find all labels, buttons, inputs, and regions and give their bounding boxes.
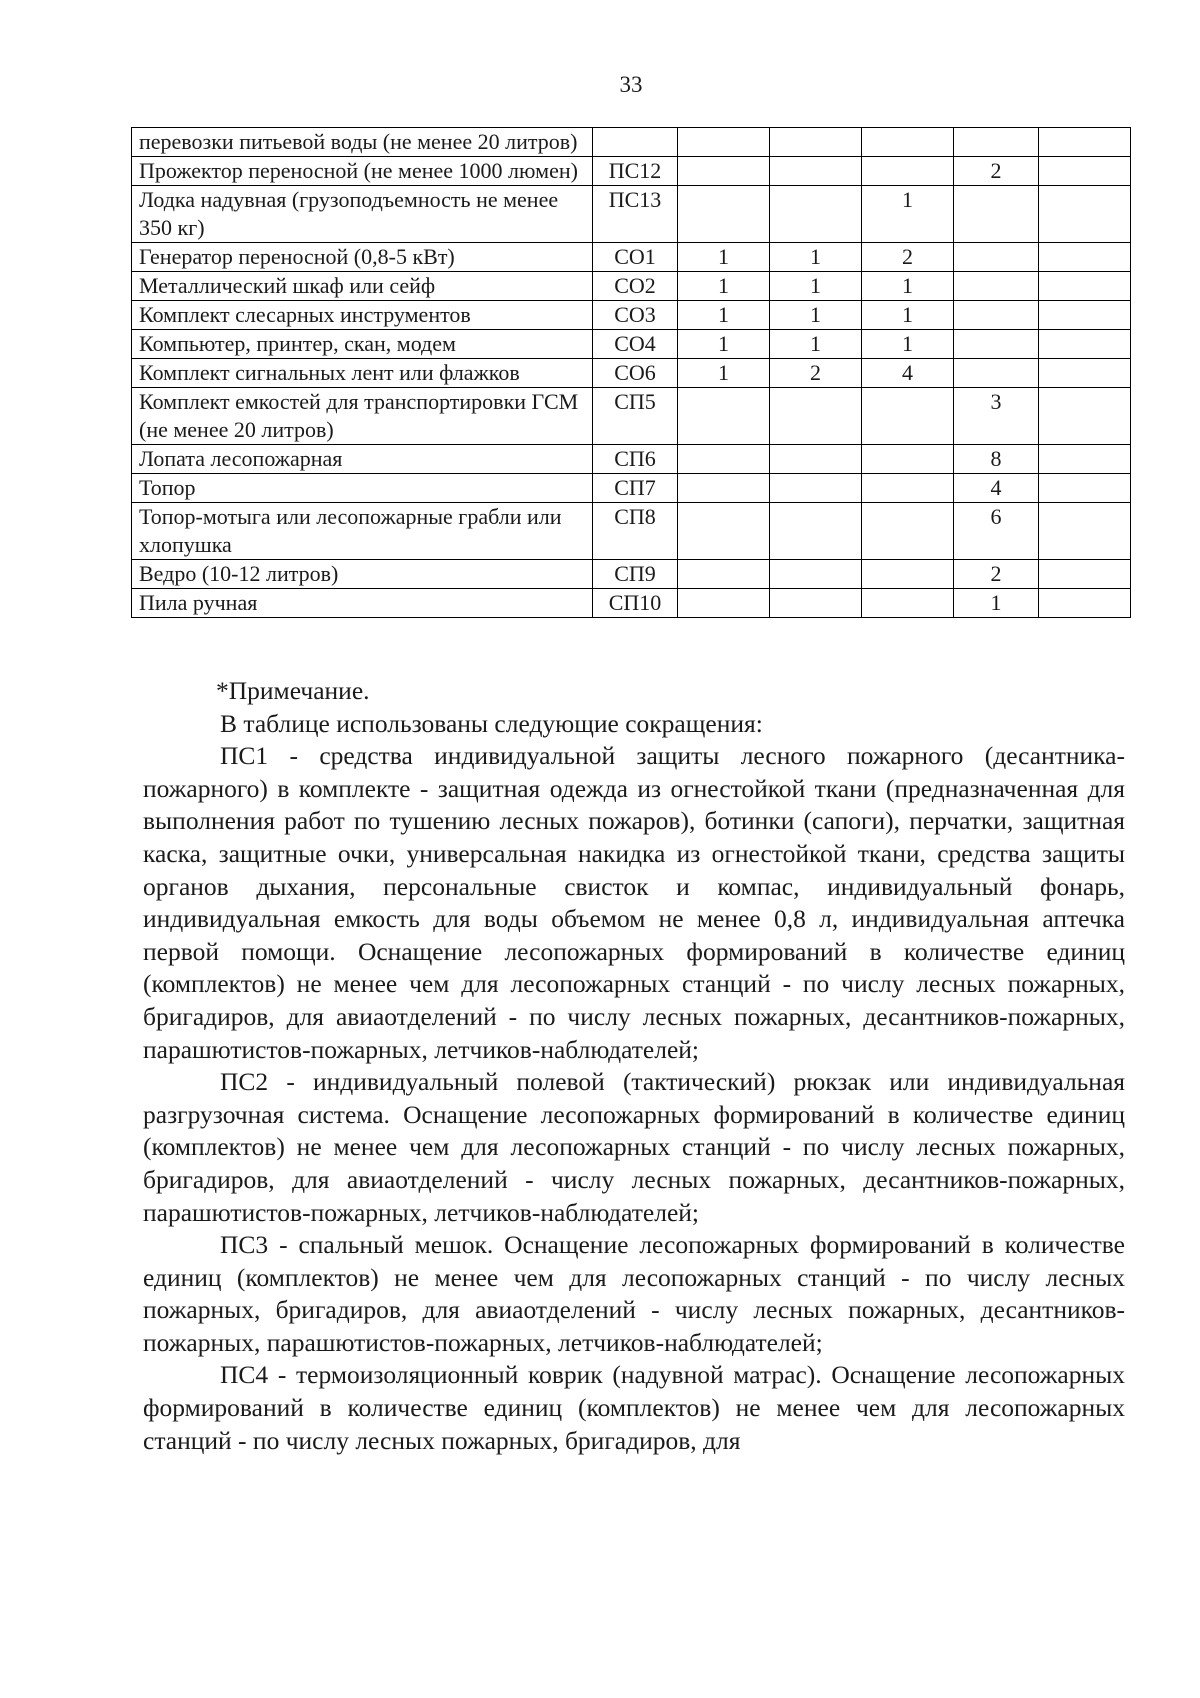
- item-name-cell: Комплект сигнальных лент или флажков: [132, 359, 593, 388]
- table-row: [132, 359, 1131, 388]
- quantity-cell: [1039, 186, 1131, 243]
- quantity-cell: [678, 128, 770, 157]
- table-row: [132, 330, 1131, 359]
- note-ps1: ПС1 - средства индивидуальной защиты лесного пожарного (десантника-пожарного) в комплекте - защитная одежда из огнестойкой ткани (предназначенная для выполнения работ по тушению лесных пожаров), ботинки (сапоги), перчатки, защитная каска, защитные очки, универсальная накидка из огнестойкой ткани, средства защиты органов дыхания, персональные свисток и компас, индивидуальный фонарь, индивидуальная емкость для воды объемом не менее 0,8 л, индивидуальная аптечка первой помощи. Оснащение лесопожарных формирований в количестве единиц (комплектов) не менее чем для лесопожарных станций - по числу лесных пожарных, бригадиров, для авиаотделений - по числу лесных пожарных, десантников-пожарных, парашютистов-пожарных, летчиков-наблюдателей;: [143, 741, 1125, 1064]
- quantity-cell: [862, 560, 954, 589]
- table-row: [132, 445, 1131, 474]
- item-code-cell: [593, 128, 678, 157]
- quantity-cell: [770, 560, 862, 589]
- quantity-cell: [1039, 301, 1131, 330]
- quantity-cell: [954, 128, 1039, 157]
- item-code-cell: СО1: [593, 243, 678, 272]
- quantity-cell: [862, 388, 954, 445]
- quantity-cell: [1039, 445, 1131, 474]
- item-name-cell: Компьютер, принтер, скан, модем: [132, 330, 593, 359]
- item-code-cell: СП9: [593, 560, 678, 589]
- quantity-cell: [1039, 474, 1131, 503]
- quantity-cell: [678, 560, 770, 589]
- quantity-cell: 1: [678, 359, 770, 388]
- item-name-cell: Металлический шкаф или сейф: [132, 272, 593, 301]
- item-name-cell: Комплект слесарных инструментов: [132, 301, 593, 330]
- quantity-cell: [862, 589, 954, 618]
- item-code-cell: ПС12: [593, 157, 678, 186]
- item-name-cell: Топор-мотыга или лесопожарные грабли или хлопушка: [132, 503, 593, 560]
- item-code-cell: СО6: [593, 359, 678, 388]
- quantity-cell: 6: [954, 503, 1039, 560]
- quantity-cell: [862, 445, 954, 474]
- quantity-cell: 1: [954, 589, 1039, 618]
- table-row: [132, 560, 1131, 589]
- quantity-cell: 3: [954, 388, 1039, 445]
- table-row: [132, 474, 1131, 503]
- note-ps2: ПС2 - индивидуальный полевой (тактический) рюкзак или индивидуальная разгрузочная система. Оснащение лесопожарных формирований в количестве единиц (комплектов) не менее чем для лесопожарных станций - по числу лесных пожарных, бригадиров, для авиаотделений - числу лесных пожарных, десантников-пожарных, парашютистов-пожарных, летчиков-наблюдателей;: [143, 1067, 1125, 1227]
- quantity-cell: [770, 186, 862, 243]
- quantity-cell: [770, 388, 862, 445]
- quantity-cell: 2: [862, 243, 954, 272]
- quantity-cell: [954, 359, 1039, 388]
- quantity-cell: [862, 157, 954, 186]
- quantity-cell: [770, 503, 862, 560]
- table-row: [132, 243, 1131, 272]
- quantity-cell: [862, 128, 954, 157]
- table-row: [132, 272, 1131, 301]
- item-name-cell: Прожектор переносной (не менее 1000 люмен): [132, 157, 593, 186]
- quantity-cell: [1039, 589, 1131, 618]
- note-section: [143, 675, 1125, 1457]
- quantity-cell: 1: [770, 330, 862, 359]
- quantity-cell: [770, 474, 862, 503]
- quantity-cell: [1039, 272, 1131, 301]
- item-code-cell: СО2: [593, 272, 678, 301]
- item-name-cell: Ведро (10-12 литров): [132, 560, 593, 589]
- item-name-cell: Пила ручная: [132, 589, 593, 618]
- note-ps4: ПС4 - термоизоляционный коврик (надувной матрас). Оснащение лесопожарных формирований в количестве единиц (комплектов) не менее чем для лесопожарных станций - по числу лесных пожарных, бригадиров, для: [143, 1360, 1125, 1455]
- quantity-cell: [678, 445, 770, 474]
- quantity-cell: [954, 330, 1039, 359]
- quantity-cell: 1: [862, 272, 954, 301]
- item-code-cell: СП6: [593, 445, 678, 474]
- quantity-cell: 2: [954, 157, 1039, 186]
- note-heading: *Примечание.: [216, 676, 370, 705]
- quantity-cell: [770, 157, 862, 186]
- quantity-cell: [678, 186, 770, 243]
- table-row: [132, 388, 1131, 445]
- quantity-cell: 4: [862, 359, 954, 388]
- quantity-cell: [1039, 243, 1131, 272]
- page-number: 33: [619, 72, 643, 97]
- table-row: [132, 503, 1131, 560]
- quantity-cell: [954, 301, 1039, 330]
- item-name-cell: Лодка надувная (грузоподъемность не менее 350 кг): [132, 186, 593, 243]
- quantity-cell: [678, 589, 770, 618]
- item-code-cell: СП7: [593, 474, 678, 503]
- quantity-cell: [770, 589, 862, 618]
- quantity-cell: 1: [862, 186, 954, 243]
- quantity-cell: [862, 474, 954, 503]
- quantity-cell: [1039, 157, 1131, 186]
- item-name-cell: перевозки питьевой воды (не менее 20 литров): [132, 128, 593, 157]
- quantity-cell: 1: [862, 330, 954, 359]
- quantity-cell: [770, 128, 862, 157]
- item-name-cell: Комплект емкостей для транспортировки ГСМ (не менее 20 литров): [132, 388, 593, 445]
- item-code-cell: СП10: [593, 589, 678, 618]
- table-row: [132, 157, 1131, 186]
- quantity-cell: [1039, 128, 1131, 157]
- quantity-cell: [678, 474, 770, 503]
- quantity-cell: [678, 157, 770, 186]
- item-code-cell: СП5: [593, 388, 678, 445]
- note-intro: В таблице использованы следующие сокращения:: [220, 708, 763, 738]
- quantity-cell: 1: [770, 272, 862, 301]
- quantity-cell: 1: [678, 243, 770, 272]
- table-row: [132, 186, 1131, 243]
- item-code-cell: СО4: [593, 330, 678, 359]
- quantity-cell: [1039, 503, 1131, 560]
- quantity-cell: [678, 388, 770, 445]
- quantity-cell: 2: [954, 560, 1039, 589]
- item-code-cell: СО3: [593, 301, 678, 330]
- quantity-cell: 1: [770, 301, 862, 330]
- quantity-cell: 1: [678, 301, 770, 330]
- item-code-cell: СП8: [593, 503, 678, 560]
- quantity-cell: [954, 243, 1039, 272]
- equipment-table: [131, 127, 1131, 618]
- quantity-cell: 4: [954, 474, 1039, 503]
- quantity-cell: 8: [954, 445, 1039, 474]
- quantity-cell: [1039, 388, 1131, 445]
- quantity-cell: [678, 503, 770, 560]
- quantity-cell: [770, 445, 862, 474]
- item-name-cell: Топор: [132, 474, 593, 503]
- quantity-cell: 1: [770, 243, 862, 272]
- table-row: [132, 301, 1131, 330]
- item-code-cell: ПС13: [593, 186, 678, 243]
- quantity-cell: [1039, 560, 1131, 589]
- item-name-cell: Лопата лесопожарная: [132, 445, 593, 474]
- quantity-cell: [954, 272, 1039, 301]
- note-ps3: ПС3 - спальный мешок. Оснащение лесопожарных формирований в количестве единиц (комплектов) не менее чем для лесопожарных станций - по числу лесных пожарных, бригадиров, для авиаотделений - числу лесных пожарных, десантников-пожарных, парашютистов-пожарных, летчиков-наблюдателей;: [143, 1230, 1125, 1357]
- quantity-cell: 1: [678, 272, 770, 301]
- quantity-cell: [1039, 359, 1131, 388]
- quantity-cell: [1039, 330, 1131, 359]
- quantity-cell: [862, 503, 954, 560]
- quantity-cell: 2: [770, 359, 862, 388]
- table-row: [132, 128, 1131, 157]
- quantity-cell: 1: [678, 330, 770, 359]
- quantity-cell: 1: [862, 301, 954, 330]
- quantity-cell: [954, 186, 1039, 243]
- item-name-cell: Генератор переносной (0,8-5 кВт): [132, 243, 593, 272]
- table-row: [132, 589, 1131, 618]
